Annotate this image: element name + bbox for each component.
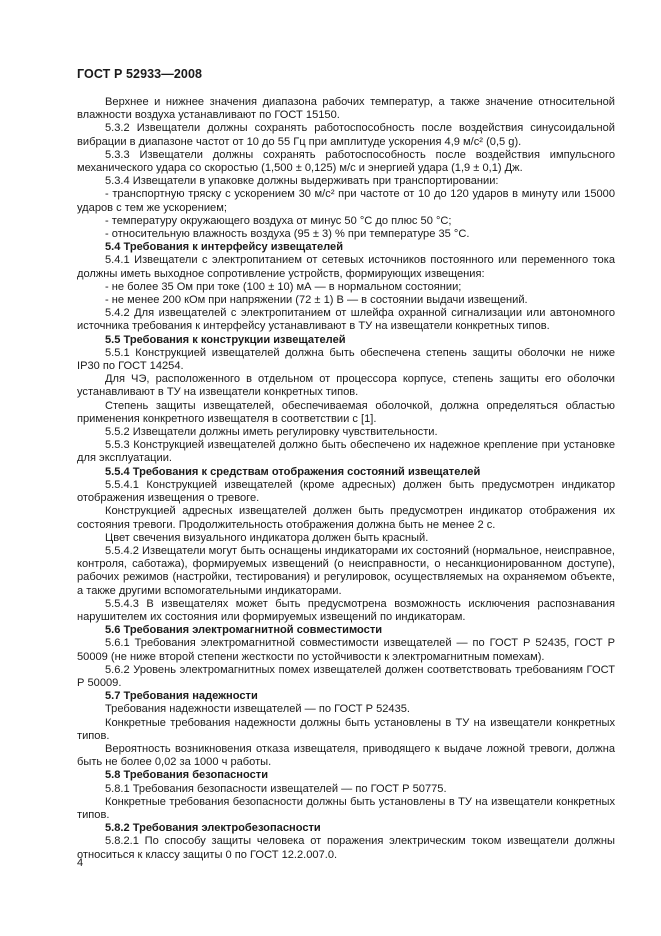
paragraph: 5.3.4 Извещатели в упаковке должны выдерживать при транспортировании: — [105, 175, 499, 188]
paragraph: 5.8.2.1 По способу защиты человека от поражения электрическим током извещатели должны относиться к классу защиты 0 по ГОСТ 12.2.007.0. — [77, 835, 615, 861]
paragraph: 5.5.1 Конструкцией извещателей должна быть обеспечена степень защиты оболочки не ниже IP30 по ГОСТ 14254. — [77, 346, 615, 373]
paragraph: 5.6.2 Уровень электромагнитных помех извещателей должен соответствовать требованиям ГОСТ Р 50009. — [77, 663, 615, 689]
section-heading: 5.5.4 Требования к средствам отображения состояний извещателей — [105, 465, 481, 478]
section-heading: 5.8.2 Требования электробезопасности — [105, 822, 321, 835]
list-item: - не менее 200 кОм при напряжении (72 ± 1) В — в состоянии выдачи извещений. — [105, 294, 528, 307]
document-header: ГОСТ Р 52933—2008 — [77, 67, 203, 81]
section-heading: 5.4 Требования к интерфейсу извещателей — [105, 241, 344, 254]
paragraph: Цвет свечения визуального индикатора должен быть красный. — [105, 531, 429, 544]
paragraph: Конкретные требования безопасности должны быть установлены в ТУ на извещатели конкретных типов. — [77, 795, 615, 821]
paragraph: 5.5.3 Конструкцией извещателей должно быть обеспечено их надежное крепление при установке для эксплуатации. — [77, 439, 615, 465]
paragraph: Верхнее и нижнее значения диапазона рабочих температур, а также значение относительной влажности воздуха устанавливают по ГОСТ 15150. — [77, 96, 615, 122]
section-heading: 5.7 Требования надежности — [105, 690, 258, 703]
document-body — [77, 96, 615, 862]
page-number: 4 — [77, 857, 84, 869]
paragraph: 5.4.2 Для извещателей с электропитанием от шлейфа охранной сигнализации или автономного источника требования к интерфейсу устанавливают в ТУ на извещатели конкретных типов. — [77, 307, 615, 333]
paragraph: 5.6.1 Требования электромагнитной совместимости извещателей — по ГОСТ Р 52435, ГОСТ Р 50009 (не ниже второй степени жесткости по устойчивости к электромагнитным помехам). — [77, 637, 615, 663]
paragraph: 5.5.4.1 Конструкцией извещателей (кроме адресных) должен быть предусмотрен индикатор отображения извещения о тревоге. — [77, 478, 615, 505]
paragraph: 5.3.3 Извещатели должны сохранять работоспособность после воздействия импульсного механического удара со скоростью (1,500 ± 0,125) м/с и энергией удара (1,9 ± 0,1) Дж. — [77, 148, 615, 175]
list-item: - относительную влажность воздуха (95 ± 3) % при температуре 35 °С. — [105, 228, 470, 241]
section-heading: 5.5 Требования к конструкции извещателей — [105, 333, 346, 346]
paragraph: 5.4.1 Извещатели с электропитанием от сетевых источников постоянного или переменного тока должны иметь выходное сопротивление устройств, формирующих извещения: — [77, 254, 615, 280]
section-heading: 5.8 Требования безопасности — [105, 769, 269, 782]
paragraph: Конкретные требования надежности должны быть установлены в ТУ на извещатели конкретных типов. — [77, 716, 615, 742]
paragraph: Степень защиты извещателей, обеспечиваемая оболочкой, должна определяться областью применения конкретного извещателя в соответствии с [1]. — [77, 399, 615, 425]
paragraph: 5.5.4.3 В извещателях может быть предусмотрена возможность исключения распознавания нарушителем их состояния или формируемых извещений по индикаторам. — [77, 597, 615, 623]
paragraph: Требования надежности извещателей — по ГОСТ Р 52435. — [105, 703, 411, 716]
paragraph: 5.5.2 Извещатели должны иметь регулировку чувствительности. — [105, 426, 438, 439]
list-item: - температуру окружающего воздуха от минус 50 °С до плюс 50 °С; — [105, 214, 452, 227]
paragraph: Конструкцией адресных извещателей должен быть предусмотрен индикатор отображения их состояния тревоги. Продолжительность отображения должна быть не менее 2 с. — [77, 505, 615, 531]
paragraph: 5.8.1 Требования безопасности извещателей — по ГОСТ Р 50775. — [105, 782, 447, 795]
paragraph: 5.5.4.2 Извещатели могут быть оснащены индикаторами их состояний (нормальное, неисправное, контроля, саботажа), формируемых извещений (о неисправности, о несанкционированном доступе), рабочих режимов (настройки, тестирования) и регулировок, осуществляемых на охраняемом объекте, а также другими вспомогательными индикаторами. — [77, 544, 615, 597]
paragraph: 5.3.2 Извещатели должны сохранять работоспособность после воздействия синусоидальной вибрации в диапазоне частот от 10 до 55 Гц при амплитуде ускорения 4,9 м/с² (0,5 g). — [77, 122, 615, 148]
paragraph: Вероятность возникновения отказа извещателя, приводящего к выдаче ложной тревоги, должна быть не более 0,02 за 1000 ч работы. — [77, 742, 615, 769]
list-item: - транспортную тряску с ускорением 30 м/с² при частоте от 10 до 120 ударов в минуту или 15000 ударов с тем же ускорением; — [77, 188, 615, 214]
list-item: - не более 35 Ом при токе (100 ± 10) мА — в нормальном состоянии; — [105, 280, 462, 293]
section-heading: 5.6 Требования электромагнитной совместимости — [105, 624, 383, 637]
paragraph: Для ЧЭ, расположенного в отдельном от процессора корпусе, степень защиты его оболочки устанавливают в ТУ на извещатели конкретных типов. — [77, 373, 615, 399]
